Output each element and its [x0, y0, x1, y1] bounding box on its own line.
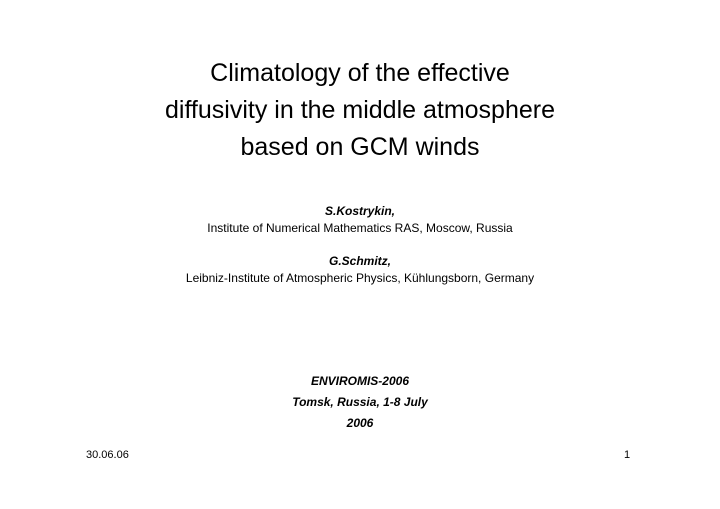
page-number: 1	[624, 449, 631, 461]
title-line-1: Climatology of the effective	[210, 59, 510, 87]
conference-location: Tomsk, Russia, 1-8 July	[292, 395, 428, 409]
author-affiliation: Leibniz-Institute of Atmospheric Physics, Kühlungsborn, Germany	[185, 271, 535, 285]
author-block-1	[0, 203, 720, 237]
conference-info	[0, 371, 720, 434]
conference-name: ENVIROMIS-2006	[310, 374, 410, 388]
conference-year: 2006	[346, 416, 374, 430]
slide-title	[0, 55, 720, 166]
author-name: S.Kostrykin,	[324, 204, 396, 218]
author-affiliation: Institute of Numerical Mathematics RAS, Moscow, Russia	[207, 221, 513, 235]
footer-date: 30.06.06	[86, 449, 129, 461]
title-line-3: based on GCM winds	[240, 133, 480, 161]
author-block-2	[0, 253, 720, 287]
title-line-2: diffusivity in the middle atmosphere	[164, 96, 555, 124]
author-name: G.Schmitz,	[328, 254, 391, 268]
